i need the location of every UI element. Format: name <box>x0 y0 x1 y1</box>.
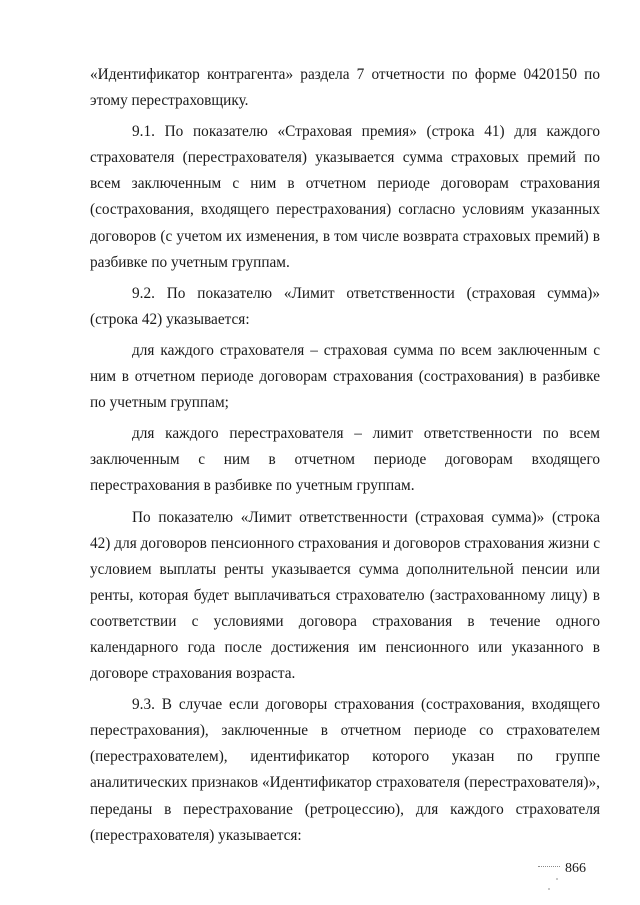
paragraph-9-3: 9.3. В случае если договоры страхования (сострахования, входящего перестрахования), заключенные в отчетном периоде со страхователем (перестрахователем), идентификатор которого указан по группе аналитических признаков «Идентификатор страхователя (перестрахователя)», переданы в перестрахование (ретроцессию), для каждого страхователя (перестрахователя) указывается: <box>90 696 600 844</box>
paragraph-pension-limit: По показателю «Лимит ответственности (страховая сумма)» (строка 42) для договоров пенсионного страхования и договоров страхования жизни с условием выплаты ренты указывается сумма дополнительной пенсии или ренты, которая будет выплачиваться страхователю (застрахованному лицу) в соответствии с условиями договора страхования в течение одного календарного года после достижения им пенсионного или указанного в договоре страхования возраста. <box>90 508 600 683</box>
page-number-dash <box>538 866 560 868</box>
paragraph-9-2: 9.2. По показателю «Лимит ответственности (страховая сумма)» (строка 42) указывается: <box>90 284 600 328</box>
paragraph-insurer-sum: для каждого страхователя – страховая сумма по всем заключенным с ним в отчетном периоде договорам страхования (сострахования) в разбивке по учетным группам; <box>90 341 600 412</box>
scan-speck <box>548 888 550 890</box>
paragraph-reinsurer-limit: для каждого перестрахователя – лимит ответственности по всем заключенным с ним в отчетном периоде договорам входящего перестрахования в разбивке по учетным группам. <box>90 425 600 495</box>
paragraph-continuation: «Идентификатор контрагента» раздела 7 отчетности по форме 0420150 по этому перестраховщику. <box>90 66 600 110</box>
paragraph-9-1: 9.1. По показателю «Страховая премия» (строка 41) для каждого страхователя (перестрахователя) указывается сумма страховых премий по всем заключенным с ним в отчетном периоде договорам страхования (сострахования, входящего перестрахования) согласно условиям указанных договоров (с учетом их изменения, в том числе возврата страховых премий) в разбивке по учетным группам. <box>90 123 600 271</box>
page-number: 866 <box>565 861 586 876</box>
document-body <box>90 62 600 849</box>
scan-speck <box>556 878 558 880</box>
